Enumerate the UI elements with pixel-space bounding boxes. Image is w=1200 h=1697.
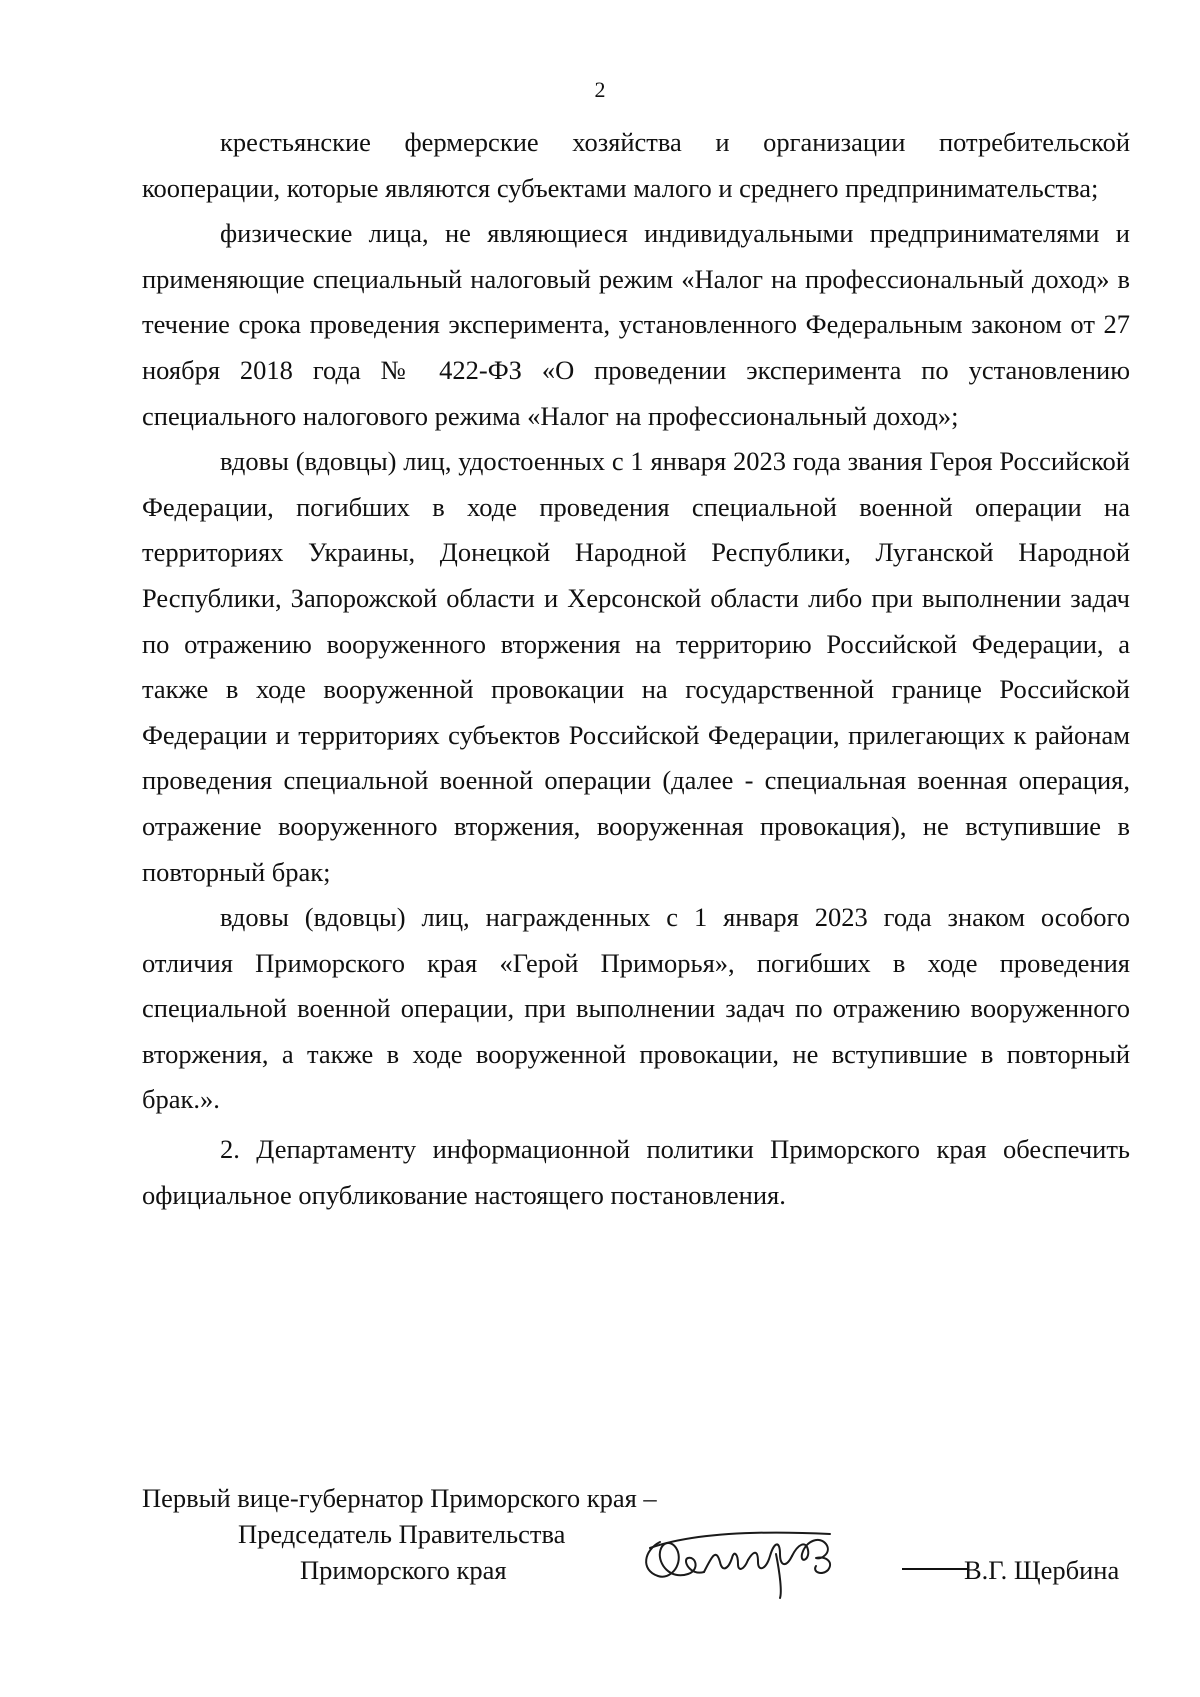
- paragraph-publication-order: 2. Департаменту информационной политики Приморского края обеспечить официальное опубликование настоящего постановления.: [142, 1134, 1130, 1210]
- document-body: [142, 120, 1130, 1218]
- signer-position-line-3: Приморского края: [300, 1555, 507, 1585]
- signature-block: [142, 1480, 1130, 1600]
- signer-position-line-2: Председатель Правительства: [238, 1519, 566, 1549]
- signer-name: В.Г. Щербина: [964, 1555, 1120, 1585]
- paragraph-widows-heroes-primorye: вдовы (вдовцы) лиц, награжденных с 1 января 2023 года знаком особого отличия Приморского края «Герой Приморья», погибших в ходе проведения специальной военной операции, при выполнении задач по отражению вооруженного вторжения, а также в ходе вооруженной провокации, не вступившие в повторный брак.».: [142, 902, 1130, 1115]
- paragraph-widows-heroes-rf: вдовы (вдовцы) лиц, удостоенных с 1 января 2023 года звания Героя Российской Федерации, погибших в ходе проведения специальной военной операции на территориях Украины, Донецкой Народной Республики, Луганской Народной Республики, Запорожской области и Херсонской области либо при выполнении задач по отражению вооруженного вторжения на территорию Российской Федерации, а также в ходе вооруженной провокации на государственной границе Российской Федерации и территориях субъектов Российской Федерации, прилегающих к районам проведения специальной военной операции (далее - специальная военная операция, отражение вооруженного вторжения, вооруженная провокация), не вступившие в повторный брак;: [142, 446, 1130, 887]
- signer-position-line-1: Первый вице-губернатор Приморского края –: [142, 1483, 657, 1513]
- paragraph-farms: крестьянские фермерские хозяйства и организации потребительской кооперации, которые являются субъектами малого и среднего предпринимательства;: [142, 127, 1130, 203]
- paragraph-self-employed: физические лица, не являющиеся индивидуальными предпринимателями и применяющие специальный налоговый режим «Налог на профессиональный доход» в течение срока проведения эксперимента, установленного Федеральным законом от 27 ноября 2018 года № 422-ФЗ «О проведении эксперимента по установлению специального налогового режима «Налог на профессиональный доход»;: [142, 218, 1130, 431]
- signature-dash: [902, 1568, 968, 1570]
- page-number: 2: [594, 77, 606, 102]
- handwritten-signature: [630, 1500, 880, 1600]
